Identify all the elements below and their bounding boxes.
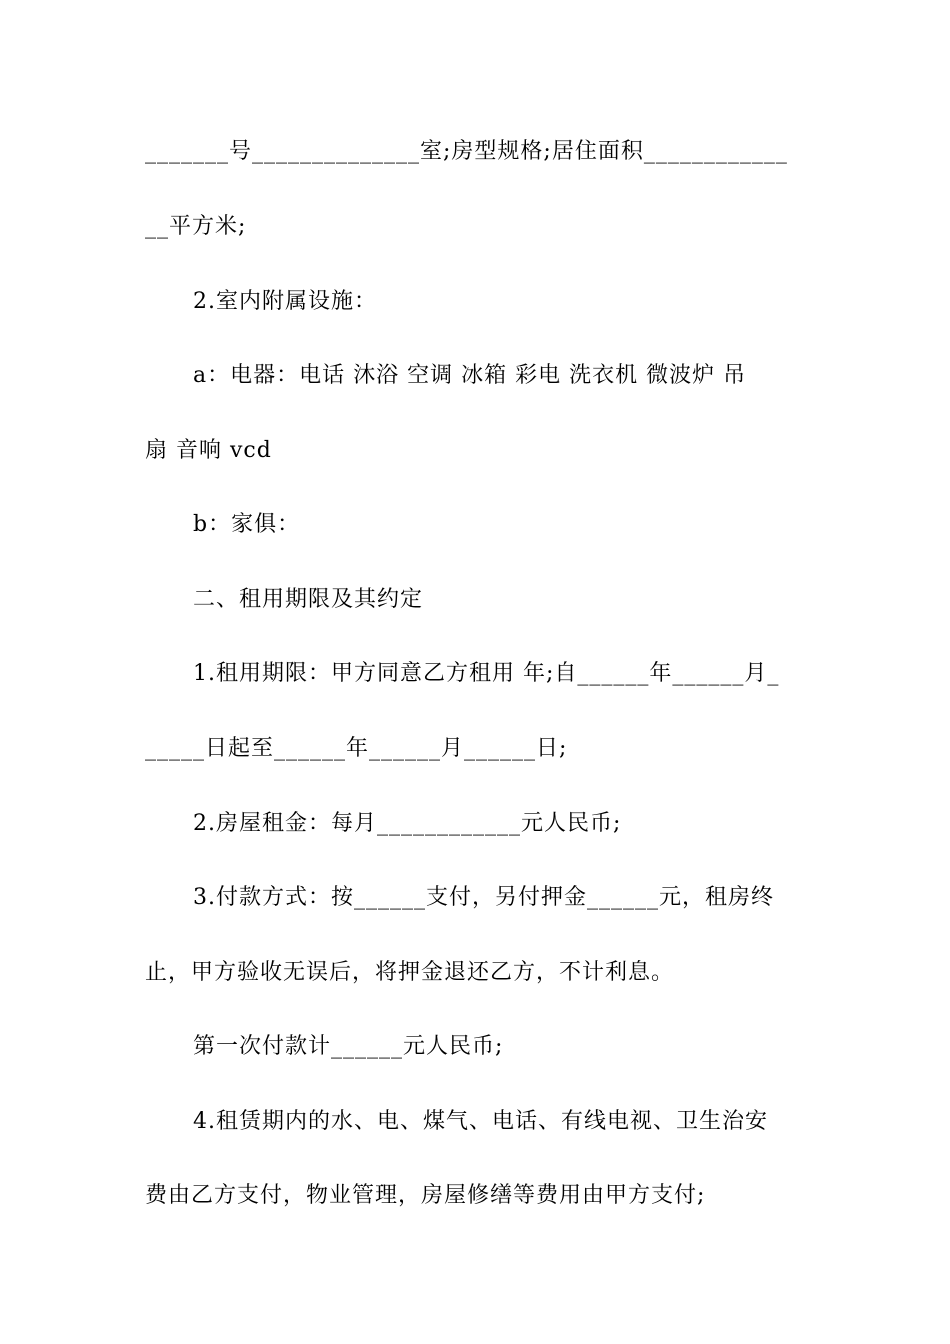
text-line-appliances: a：电器：电话 沐浴 空调 冰箱 彩电 洗衣机 微波炉 吊 xyxy=(193,363,747,388)
text-line-appliances-cont: 扇 音响 vcd xyxy=(145,438,272,463)
text-line-area-unit: __平方米; xyxy=(145,214,247,239)
text-line-payment-method: 3.付款方式：按______支付，另付押金______元，租房终 xyxy=(193,885,774,910)
text-line-first-payment: 第一次付款计______元人民币; xyxy=(193,1034,504,1059)
text-line-utilities-cont: 费由乙方支付，物业管理，房屋修缮等费用由甲方支付; xyxy=(145,1183,706,1208)
text-line-lease-period-cont: _____日起至______年______月______日; xyxy=(145,736,568,761)
text-line-facilities-heading: 2.室内附属设施： xyxy=(193,289,377,314)
text-line-utilities: 4.租赁期内的水、电、煤气、电话、有线电视、卫生治安 xyxy=(193,1109,768,1134)
text-line-payment-method-cont: 止，甲方验收无误后，将押金退还乙方，不计利息。 xyxy=(145,960,675,985)
text-line-rent: 2.房屋租金：每月____________元人民币; xyxy=(193,811,622,836)
text-line-lease-period: 1.租用期限：甲方同意乙方租用 年;自______年______月_ xyxy=(193,661,780,686)
section-heading-lease-term: 二、租用期限及其约定 xyxy=(193,587,424,612)
text-line-furniture: b：家俱： xyxy=(193,512,301,537)
text-line-house-spec: _______号______________室;房型规格;居住面积____________ xyxy=(145,139,788,164)
